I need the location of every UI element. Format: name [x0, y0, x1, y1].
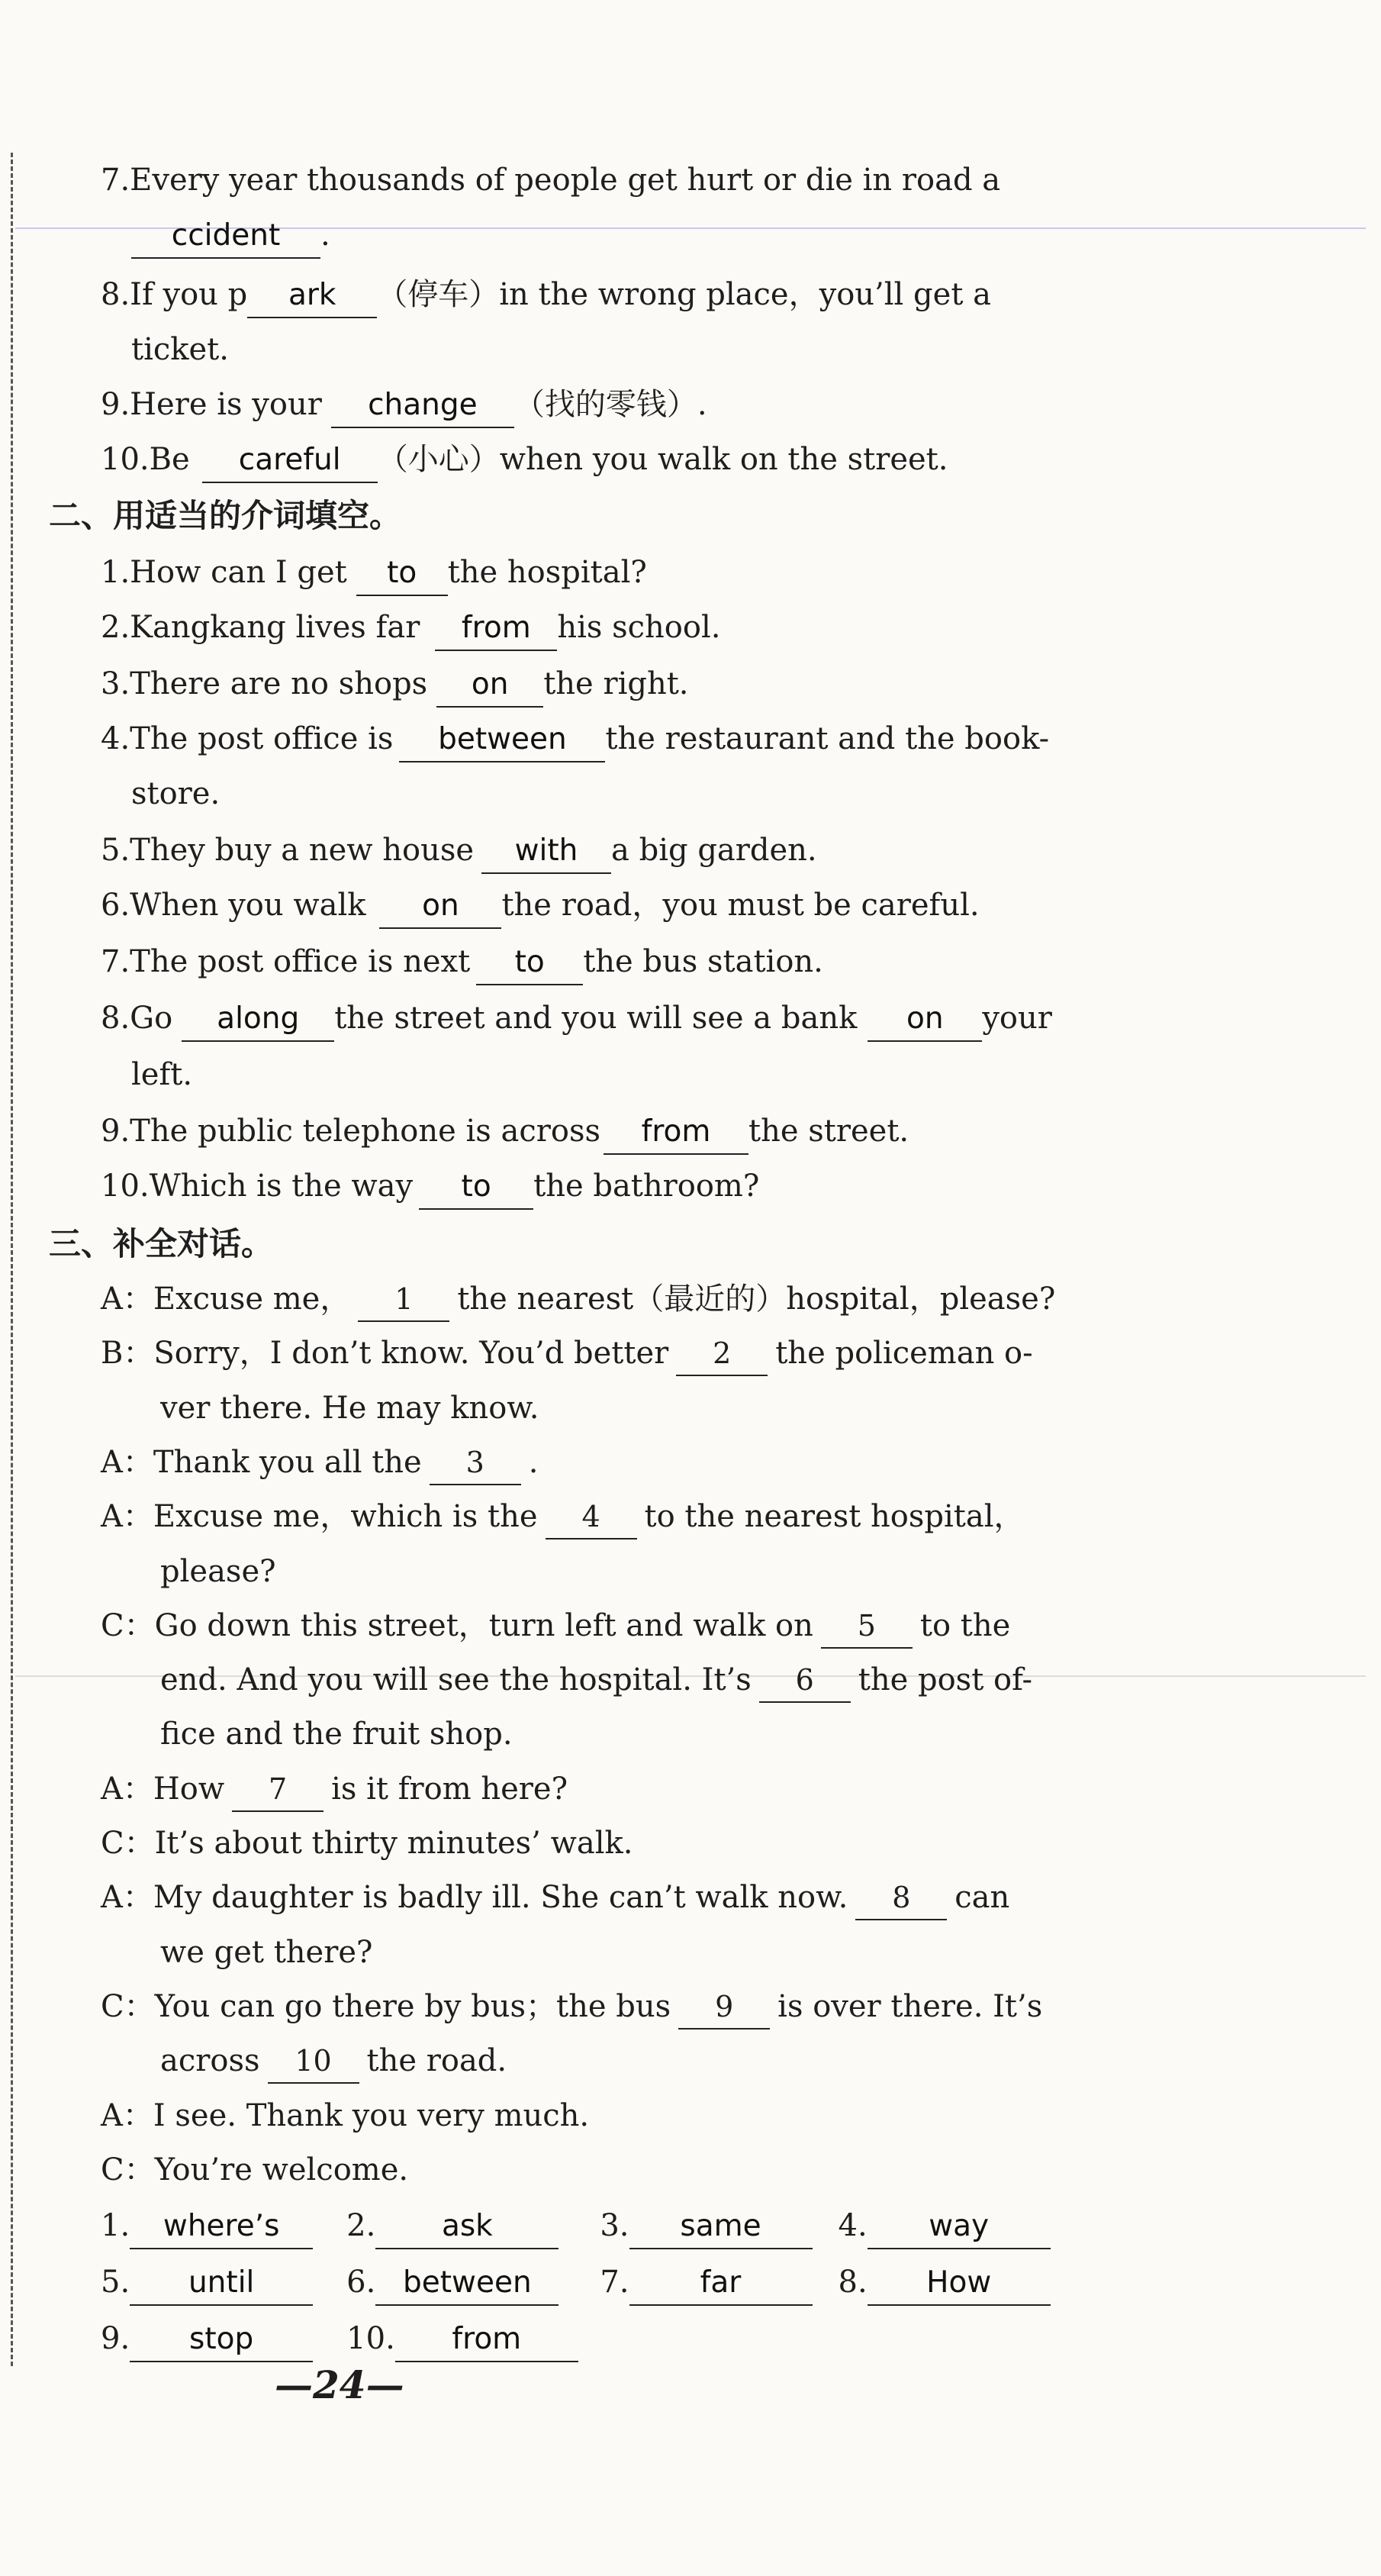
answer-blank: between	[399, 718, 605, 762]
dialogue-line	[0, 2033, 1381, 2088]
question-number: 1.	[101, 555, 130, 590]
s2-question-10	[0, 1159, 1381, 1214]
question-text: the street.	[748, 1114, 909, 1149]
question-text: （找的零钱）.	[513, 387, 707, 422]
dialogue-line	[0, 2088, 1381, 2143]
dialogue-text: is it from here?	[331, 1771, 568, 1807]
speaker-label: C：	[101, 1607, 155, 1643]
question-text: Go	[130, 1001, 173, 1036]
question-8-continued	[0, 322, 1381, 377]
answer-number: 9.	[101, 2321, 130, 2356]
question-number: 9.	[101, 1114, 130, 1149]
question-number: 4.	[101, 721, 130, 756]
dialogue-line	[0, 1489, 1381, 1544]
answer-row	[0, 2311, 1381, 2366]
question-text: the restaurant and the book-	[605, 721, 1050, 756]
speaker-label: C：	[101, 1988, 155, 2024]
question-text: his school.	[557, 610, 721, 645]
question-text: the street and you will see a bank	[334, 1001, 858, 1036]
question-text: How can I get	[130, 555, 347, 590]
question-text: the right.	[543, 666, 689, 701]
question-text: the bathroom?	[533, 1169, 760, 1204]
dialogue-text: How	[153, 1771, 225, 1807]
s2-question-8-continued	[0, 1047, 1381, 1102]
dialogue-text: end. And you will see the hospital. It’s	[160, 1662, 752, 1698]
answer-blank: with	[481, 830, 611, 874]
dialogue-line	[0, 1272, 1381, 1327]
dialogue-blank: 2	[676, 1332, 768, 1376]
dialogue-text: My daughter is badly ill. She can’t walk now.	[153, 1880, 848, 1916]
speaker-label: A：	[101, 1444, 153, 1480]
dialogue-text: we get there?	[160, 1934, 373, 1970]
dialogue-blank: 6	[759, 1659, 851, 1703]
s2-question-6	[0, 878, 1381, 933]
dialogue-blank: 7	[232, 1768, 324, 1812]
dialogue-text: Excuse me，	[153, 1282, 351, 1317]
question-text: The post office is next	[130, 944, 471, 979]
dialogue-text: is over there. It’s	[777, 1988, 1043, 2024]
dialogue-blank: 8	[855, 1876, 947, 1920]
s2-question-4	[0, 711, 1381, 766]
dialogue-line	[0, 1652, 1381, 1707]
dialogue-text: the policeman o-	[775, 1336, 1033, 1372]
dialogue-text: You can go there by bus；the bus	[154, 1988, 671, 2024]
dialogue-line	[0, 1326, 1381, 1381]
question-text: The post office is	[130, 721, 394, 756]
question-text: There are no shops	[130, 666, 428, 701]
question-number: 6.	[101, 888, 130, 923]
dialogue-text: ver there. He may know.	[160, 1390, 539, 1426]
answer-number: 1.	[101, 2208, 130, 2243]
answer-blank: How	[868, 2262, 1051, 2306]
answer-blank: change	[331, 384, 514, 428]
answer-blank: from	[604, 1111, 748, 1155]
dialogue-text: to the nearest hospital，	[644, 1499, 1025, 1535]
question-7	[0, 153, 1381, 208]
dialogue-line	[0, 1925, 1381, 1980]
s2-question-7	[0, 934, 1381, 989]
question-text: Which is the way	[149, 1169, 414, 1204]
dialogue-line	[0, 1870, 1381, 1925]
question-text: If you p	[130, 277, 248, 312]
answer-number: 6.	[346, 2265, 376, 2300]
s2-question-5	[0, 823, 1381, 878]
answer-blank: on	[868, 998, 982, 1042]
dialogue-blank: 5	[821, 1604, 913, 1649]
question-text: They buy a new house	[130, 833, 475, 868]
question-text: The public telephone is across	[130, 1114, 601, 1149]
dialogue-text: I see. Thank you very much.	[153, 2097, 590, 2133]
s2-question-1	[0, 545, 1381, 600]
dialogue-line	[0, 1762, 1381, 1817]
answer-blank: to	[356, 552, 448, 596]
answer-number: 8.	[838, 2265, 868, 2300]
question-number: 10.	[101, 1169, 150, 1204]
dialogue-line	[0, 1544, 1381, 1599]
dialogue-text: the road.	[366, 2043, 507, 2079]
s2-question-3	[0, 656, 1381, 711]
answer-number: 10.	[346, 2321, 395, 2356]
answer-number: 4.	[838, 2208, 868, 2243]
question-text: the hospital?	[447, 555, 647, 590]
question-10	[0, 432, 1381, 487]
dialogue-blank: 9	[678, 1985, 770, 2030]
dialogue-line	[0, 1707, 1381, 1762]
answer-blank: stop	[130, 2318, 313, 2362]
question-number: 7.	[101, 944, 130, 979]
speaker-label: A：	[101, 1499, 153, 1535]
question-number: 8.	[101, 277, 130, 312]
s2-question-4-continued	[0, 766, 1381, 821]
dialogue-blank: 4	[546, 1495, 637, 1539]
dialogue-text: please?	[160, 1553, 276, 1589]
speaker-label: A：	[101, 2097, 153, 2133]
question-text: .	[320, 218, 330, 253]
dialogue-line	[0, 1598, 1381, 1653]
dialogue-blank: 3	[430, 1441, 521, 1485]
question-9	[0, 377, 1381, 432]
question-text: the bus station.	[583, 944, 823, 979]
answer-number: 5.	[101, 2265, 130, 2300]
question-8	[0, 267, 1381, 322]
answer-blank: same	[629, 2205, 813, 2249]
answer-blank: along	[182, 998, 334, 1042]
question-text: （小心）when you walk on the street.	[377, 442, 948, 477]
answer-blank: way	[868, 2205, 1051, 2249]
question-text: （停车）in the wrong place，you’ll get a	[377, 277, 991, 312]
dialogue-line	[0, 2142, 1381, 2197]
speaker-label: C：	[101, 1826, 155, 1861]
answer-blank: from	[395, 2318, 578, 2362]
question-number: 3.	[101, 666, 130, 701]
dialogue-text: It’s about thirty minutes’ walk.	[154, 1826, 633, 1861]
answer-number: 7.	[600, 2265, 629, 2300]
dialogue-line	[0, 1381, 1381, 1436]
dialogue-line	[0, 1816, 1381, 1871]
dialogue-text: You’re welcome.	[154, 2152, 409, 2188]
dialogue-text: .	[528, 1444, 539, 1480]
question-number: 7.	[101, 163, 130, 198]
question-text: Kangkang lives far	[130, 610, 420, 645]
heading-text: 二、用适当的介词填空。	[49, 497, 402, 534]
answer-blank: between	[375, 2262, 559, 2306]
question-text: Every year thousands of people get hurt or die in road a	[130, 163, 1001, 198]
question-number: 5.	[101, 833, 130, 868]
speaker-label: A：	[101, 1880, 153, 1916]
page-number: —24—	[275, 2362, 404, 2407]
heading-text: 三、补全对话。	[49, 1225, 274, 1262]
question-text: When you walk	[130, 888, 366, 923]
question-text: ticket.	[131, 332, 229, 367]
question-number: 8.	[101, 1001, 130, 1036]
answer-number: 2.	[346, 2208, 376, 2243]
answer-blank: on	[436, 663, 543, 708]
question-text: store.	[131, 776, 221, 811]
answer-blank: until	[130, 2262, 313, 2306]
question-text: left.	[131, 1057, 193, 1092]
answer-row	[0, 2198, 1381, 2253]
dialogue-text: the nearest（最近的）hospital，please?	[457, 1282, 1056, 1317]
s2-question-8	[0, 991, 1381, 1046]
section-heading	[0, 488, 1381, 543]
s2-question-2	[0, 600, 1381, 655]
speaker-label: A：	[101, 1282, 153, 1317]
answer-blank: to	[476, 941, 583, 985]
question-text: Here is your	[130, 387, 322, 422]
section-heading	[0, 1217, 1381, 1272]
answer-blank: ark	[247, 274, 377, 318]
dialogue-text: can	[954, 1880, 1010, 1916]
answer-blank: far	[629, 2262, 813, 2306]
question-text: Be	[149, 442, 190, 477]
question-text: a big garden.	[611, 833, 817, 868]
question-number: 9.	[101, 387, 130, 422]
answer-blank: where’s	[130, 2205, 313, 2249]
dialogue-blank: 1	[358, 1278, 449, 1322]
question-text: the road，you must be careful.	[501, 888, 980, 923]
answer-blank: careful	[202, 439, 378, 483]
answer-blank: from	[435, 607, 557, 651]
dialogue-line	[0, 1435, 1381, 1490]
answer-blank: on	[379, 885, 501, 929]
question-text: your	[982, 1001, 1052, 1036]
speaker-label: A：	[101, 1771, 153, 1807]
dialogue-text: the post of-	[858, 1662, 1032, 1698]
dialogue-text: Excuse me，which is the	[153, 1499, 538, 1535]
answer-blank: ccident	[131, 214, 320, 259]
answer-row	[0, 2255, 1381, 2310]
speaker-label: C：	[101, 2152, 155, 2188]
answer-blank: ask	[375, 2205, 559, 2249]
dialogue-text: across	[160, 2043, 260, 2079]
dialogue-text: to the	[919, 1607, 1011, 1643]
answer-blank: to	[419, 1165, 533, 1210]
s2-question-9	[0, 1104, 1381, 1159]
dialogue-blank: 10	[268, 2039, 359, 2084]
speaker-label: B：	[101, 1336, 154, 1372]
dialogue-text: Go down this street，turn left and walk on	[154, 1607, 813, 1643]
dialogue-text: Sorry，I don’t know. You’d better	[153, 1336, 669, 1372]
question-7-continued	[0, 208, 1381, 263]
dialogue-text: fice and the fruit shop.	[160, 1717, 513, 1752]
dialogue-text: Thank you all the	[153, 1444, 422, 1480]
question-number: 10.	[101, 442, 150, 477]
question-number: 2.	[101, 610, 130, 645]
answer-number: 3.	[600, 2208, 629, 2243]
dialogue-line	[0, 1979, 1381, 2034]
